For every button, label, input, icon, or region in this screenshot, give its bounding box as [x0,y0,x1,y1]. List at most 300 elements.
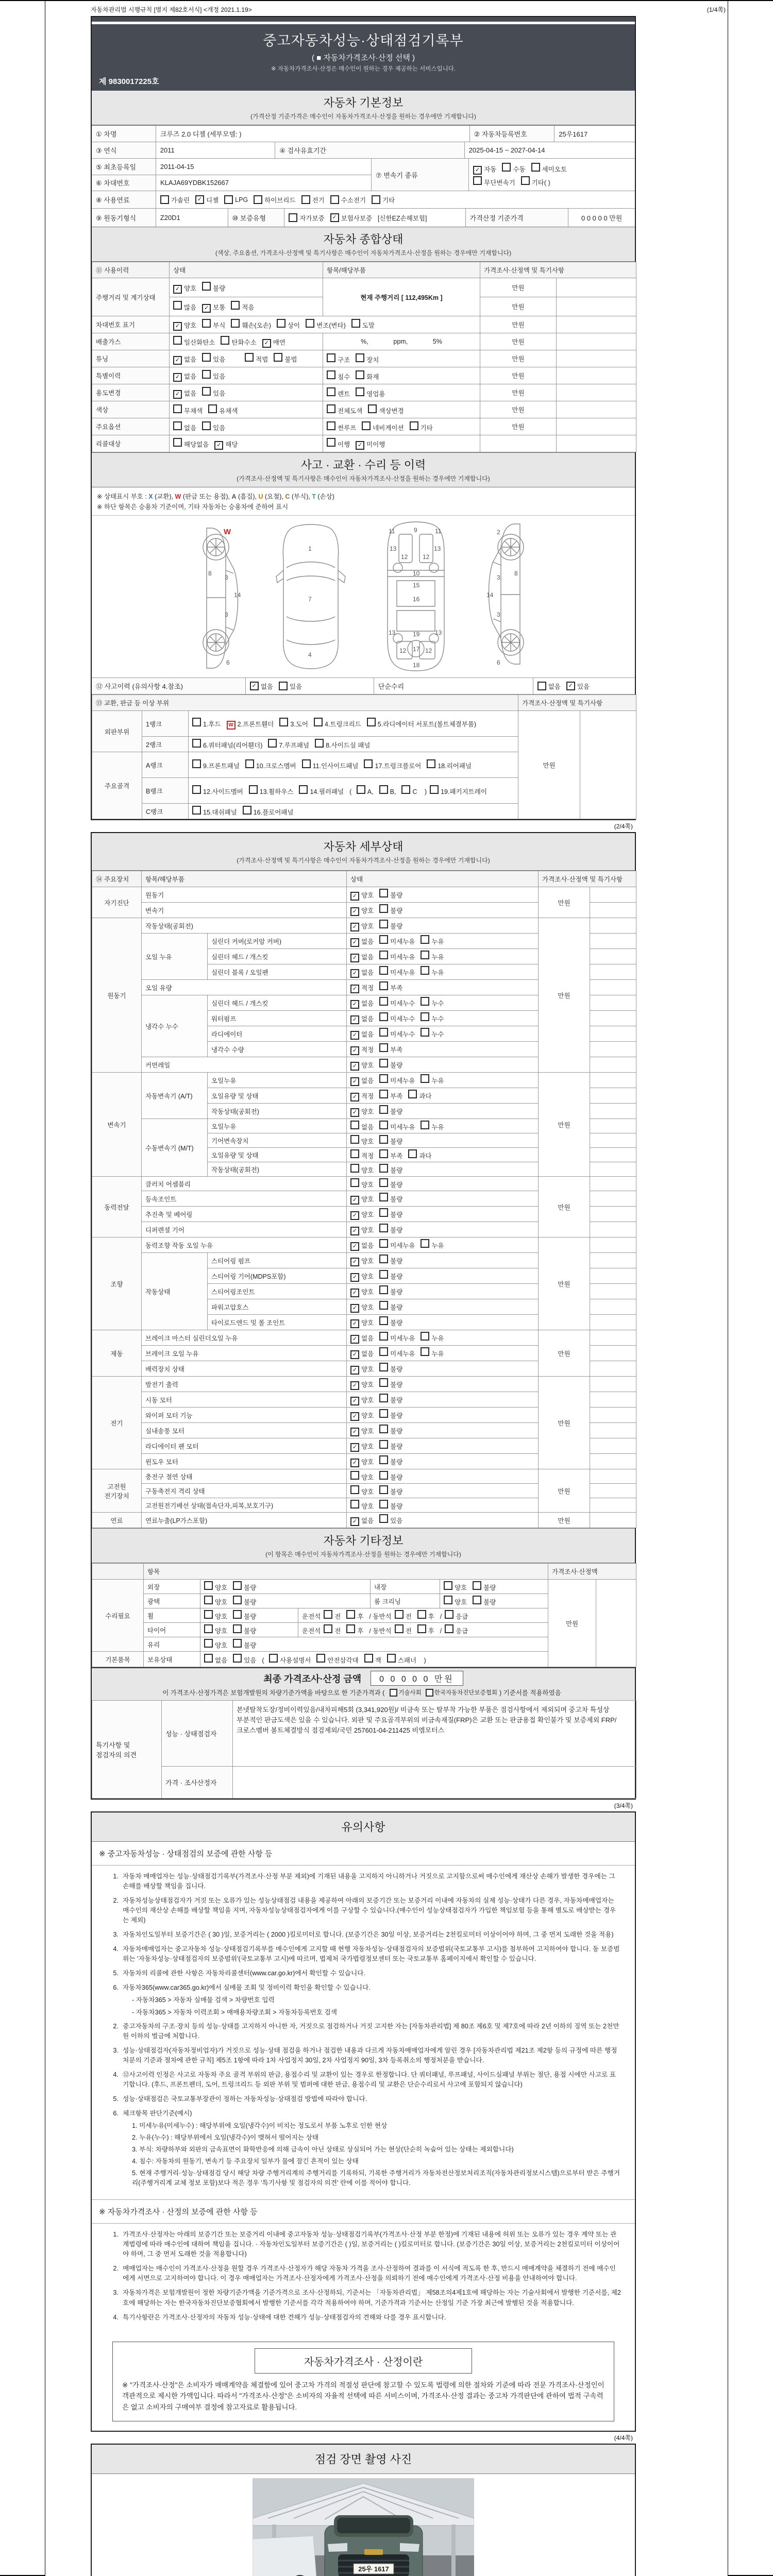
checkbox[interactable]: ✓ [214,441,223,450]
item-cell: 동력조향 작동 오일 누유 [142,1238,347,1253]
checkbox[interactable]: ✓ [350,1062,359,1071]
checkbox-label: 양호 [361,1289,374,1296]
checkbox[interactable] [192,759,201,768]
checkbox[interactable]: ✓ [350,1304,359,1313]
checkbox[interactable]: ✓ [250,682,259,690]
checkbox[interactable] [421,1012,429,1021]
checkbox[interactable] [444,1581,452,1590]
checkbox[interactable] [473,1581,481,1590]
checkbox[interactable]: ✓ [350,1443,359,1452]
checkbox[interactable]: ✓ [173,390,182,399]
checkbox-label: 불량 [390,1289,403,1296]
checkbox[interactable]: ✓ [350,1335,359,1344]
checkbox[interactable] [330,195,339,204]
checkbox[interactable]: ✓ [350,1227,359,1235]
checkbox[interactable] [350,1471,359,1480]
checkbox[interactable] [379,1471,388,1480]
checkbox[interactable]: ✓ [350,1242,359,1251]
checkbox[interactable] [233,1624,242,1633]
checkbox[interactable] [350,1164,359,1173]
checkbox[interactable] [379,920,388,928]
checkbox[interactable] [204,1610,213,1619]
checkbox[interactable] [173,336,182,345]
detail-col-status: 상태 [347,871,539,887]
note-cell [590,918,636,934]
checkbox[interactable]: ✓ [350,1319,359,1328]
checkbox[interactable] [379,997,388,1006]
checkbox[interactable] [421,1239,429,1248]
checkbox[interactable] [390,1689,397,1697]
notice-number: 4. [113,2313,119,2321]
checkbox[interactable] [202,353,211,362]
checkbox[interactable] [306,319,314,328]
checkbox[interactable] [231,301,240,310]
checkbox-label: 불량 [390,1428,403,1435]
checkbox[interactable]: ✓ [350,1000,359,1009]
checkbox[interactable] [379,1425,388,1433]
checkbox[interactable]: ✓ [350,1366,359,1375]
checkbox[interactable] [356,370,364,379]
item-cell: 파워고압호스 [208,1299,347,1315]
checkbox[interactable] [192,739,201,748]
checkbox[interactable] [379,1193,388,1201]
checkbox-label: 15.대쉬패널 [203,809,237,816]
exchange-note-cell [580,711,636,819]
text-segment: ) [422,1657,426,1664]
notice-number: 5. [113,2095,119,2103]
rankB-items [189,778,518,804]
checkbox[interactable]: ✓ [195,195,204,204]
checkbox[interactable] [379,1409,388,1418]
checkbox[interactable] [221,336,229,345]
checkbox[interactable] [173,438,182,447]
checkbox[interactable] [408,1090,417,1098]
checkbox[interactable] [327,438,335,447]
checkbox[interactable] [327,404,335,413]
checkbox[interactable]: ✓ [173,356,182,365]
checkbox[interactable] [379,1149,388,1158]
wheel-options [200,1608,298,1623]
simple-repair-label: 단순수리 [374,678,533,694]
checkbox-label: 전 [334,1628,341,1635]
checkbox[interactable] [356,387,364,396]
recall-parts [323,435,480,452]
exchange-price-header: 가격조사·산정액 및 특기사항 [518,695,636,711]
section-notices-header [92,1812,635,1842]
checkbox-label: 불량 [390,1108,403,1115]
checkbox[interactable] [410,421,418,430]
checkbox[interactable]: ✓ [173,285,182,294]
checkbox[interactable] [421,1074,429,1083]
checkbox[interactable] [364,759,373,768]
checkbox-label: 누유 [431,1124,444,1131]
checkbox[interactable] [379,1135,388,1144]
checkbox[interactable] [379,1378,388,1387]
checkbox[interactable] [502,163,511,172]
checkbox[interactable] [379,1332,388,1341]
checkbox[interactable] [379,1164,388,1173]
device-group-cell: 변속기 [92,1073,142,1177]
checkbox[interactable] [274,353,282,362]
checkbox[interactable] [379,1043,388,1052]
checkbox[interactable] [379,889,388,897]
checkbox[interactable] [204,1624,213,1633]
checkbox[interactable] [379,1500,388,1509]
checkbox[interactable] [379,1301,388,1310]
checkbox[interactable]: ✓ [350,1258,359,1266]
checkbox[interactable] [379,935,388,944]
checkbox[interactable] [421,951,429,959]
checkbox[interactable] [279,718,288,726]
notice-text: 중고자동차의 구조·장치 등의 성능·상태를 고지하지 아니한 자, 거짓으로 점검하거나 거짓 고지한 자는 [자동차관리법] 제 80조 제6호 및 제7호에 따라 2년 이하의 징역 또는 2천만원 이하의 벌금에 처합니다. [123,2022,619,2040]
notices-sec2-list [92,2224,635,2334]
checkbox[interactable] [233,1654,242,1663]
notice-text: 가격조사·산정자는 아래의 보증기간 또는 보증거리 이내에 중고자동차 성능·상태점검기록부(가격조사·산정 부분 한정)에 기재된 내용에 허위 또는 오류가 있는 경우 계약 또는 관계법령에 따라 매수인에 대하여 책임을 집니다. · 자동차인도일부터 보증기간은 ( )일, 보증거리는 ( )킬로미터로 합니다. (보증기간은 30일 이상, 보증거리는 2천킬로미터 이상이어야 하며, 그 중 먼저 도래한 것을 적용합니다) [123,2231,620,2258]
checkbox[interactable] [279,682,288,690]
notice-text: 자동차365(www.car365.go.kr)에서 실매물 조회 및 정비이력 확인을 확인할 수 있습니다. [123,1984,371,1992]
status-cell [347,1119,539,1133]
checkbox[interactable] [327,370,335,379]
checkbox-label: 기술사회 [398,1690,422,1696]
checkbox[interactable] [379,1105,388,1114]
svg-text:17: 17 [413,646,420,653]
checkbox-label: 누유 [431,1335,444,1342]
checkbox[interactable] [302,759,311,768]
checkbox-label: 양호 [361,1304,374,1311]
checkbox[interactable]: ✓ [350,1412,359,1421]
checkbox[interactable] [277,319,285,328]
checkbox[interactable]: ✓ [350,1211,359,1220]
checkbox[interactable] [379,1074,388,1083]
legend-prefix: ※ 상태표시 부호 : [97,493,149,500]
rankA-label: A랭크 [142,752,189,778]
checkbox[interactable]: ✓ [350,1015,359,1024]
checkbox[interactable] [421,997,429,1006]
checkbox[interactable] [204,1596,213,1604]
checkbox[interactable]: ✓ [350,1459,359,1467]
item-cell: 커먼레일 [142,1057,347,1073]
detail-col-device: ⑭ 주요장치 [92,871,142,887]
checkbox[interactable] [289,213,297,222]
checkbox[interactable] [427,759,435,768]
checkbox[interactable] [379,1363,388,1371]
checkbox[interactable] [379,1316,388,1325]
checkbox[interactable] [379,1121,388,1129]
checkbox-label: 미세누수 [390,1031,415,1038]
checkbox-label: 16.플로어패널 [253,809,294,816]
checkbox[interactable] [421,1347,429,1356]
checkbox-label: 가솔린 [171,196,190,204]
note-cell [590,1392,636,1408]
checkbox[interactable] [233,1596,242,1604]
checkbox[interactable] [350,1149,359,1158]
checkbox[interactable] [350,1121,359,1129]
checkbox[interactable] [444,1596,452,1604]
checkbox[interactable] [245,353,254,362]
status-cell [347,1498,539,1513]
note-cell [557,418,636,435]
status-cell [347,1162,539,1177]
checkbox-label: 있음 [213,355,226,363]
svg-text:12: 12 [425,647,432,654]
checkbox[interactable] [417,1610,426,1619]
checkbox[interactable] [254,195,262,204]
checkbox[interactable] [379,1394,388,1402]
checkbox[interactable] [379,1285,388,1294]
checkbox[interactable] [395,1610,404,1619]
checkbox-label: 사용설명서 [279,1657,311,1664]
checkbox[interactable]: ✓ [566,682,575,690]
checkbox[interactable] [379,785,388,794]
checkbox[interactable] [430,785,439,794]
checkbox[interactable] [324,1624,332,1633]
checkbox[interactable]: ✓ [350,1273,359,1282]
notice-item [105,2230,621,2259]
note-cell [590,1484,636,1498]
checkbox[interactable] [537,682,546,690]
checkbox[interactable] [173,404,182,413]
checkbox[interactable] [357,785,365,794]
checkbox[interactable] [269,1654,278,1663]
checkbox[interactable] [379,1485,388,1494]
checkbox-label: 양호 [361,1273,374,1280]
checkbox[interactable]: ✓ [350,1077,359,1086]
checkbox[interactable] [379,1455,388,1464]
checkbox[interactable] [314,718,323,726]
checkbox[interactable] [379,951,388,959]
checkbox[interactable] [379,1208,388,1217]
checkbox-label: 렌트 [338,390,350,398]
checkbox[interactable] [364,1654,373,1663]
checkbox[interactable] [421,1028,429,1037]
checkbox-label: 도말 [362,321,375,329]
checkbox[interactable] [231,319,240,328]
checkbox-label: 누유 [431,969,444,976]
svg-text:3: 3 [497,611,500,618]
checkbox[interactable]: ✓ [350,1108,359,1117]
checkbox[interactable]: ✓ [350,954,359,962]
checkbox[interactable] [233,1639,242,1648]
svg-text:8: 8 [208,570,212,577]
checkbox[interactable] [421,1332,429,1341]
main-options-parts [323,418,480,435]
checkbox[interactable] [473,1596,481,1604]
checkbox-label: 없음 [361,954,374,961]
checkbox[interactable] [346,1610,355,1619]
checkbox[interactable] [395,1624,404,1633]
checkbox[interactable] [202,282,211,291]
checkbox[interactable]: ✓ [350,1031,359,1040]
status-cell [347,1104,539,1119]
checkbox[interactable]: ✓ [356,441,364,450]
inspector-opinion-text: 본넷탈착도장/정비이력있음/내차피해5회 (3,341,920원)/ 비금속 또는 탈부착 가능한 부품은 점검사항에서 제외되며 중고차 특성상 부분적인 판금도색은 있을 수 있습니다. 외판 및 주요골격부위의 비금속재질(FRP)은 교환 또는 판금용접 확인불가 및 보증제외 FRP/크로스멤버 볼트체결방식 점검제외/국민 257601-04-211425 비엠모터스 [233,1701,636,1767]
note-cell [590,1177,636,1191]
checkbox[interactable] [379,1270,388,1279]
final-price-basis [92,1688,635,1697]
checkbox[interactable] [327,353,335,362]
checkbox[interactable] [350,1500,359,1509]
checkbox[interactable] [202,387,211,396]
checkbox[interactable] [379,1178,388,1187]
checkbox[interactable] [417,1624,426,1633]
checkbox[interactable] [233,1610,242,1619]
checkbox[interactable] [173,421,182,430]
checkbox-label: 자가보증 [299,214,325,222]
checkbox[interactable] [324,1610,332,1619]
checkbox[interactable] [233,1581,242,1590]
checkbox-label: 양호 [361,1062,374,1069]
status-cell [347,1191,539,1207]
checkbox[interactable] [346,1624,355,1633]
emission-options [170,333,323,350]
checkbox-label: 불량 [244,1599,257,1606]
checkbox[interactable] [299,785,308,794]
checkbox[interactable] [368,404,377,413]
checkbox[interactable] [401,785,410,794]
checkbox-label: 불량 [390,923,403,930]
checkbox[interactable]: ✓ [350,1350,359,1359]
notice-number: 6. [113,1984,119,1992]
field-value-vin: KLAJA69YDBK152667 [156,175,372,191]
checkbox[interactable]: ✓ [350,923,359,931]
checkbox[interactable] [301,195,310,204]
repair-mark-w-checkbox[interactable]: W [227,721,236,730]
svg-text:12: 12 [423,553,430,561]
checkbox[interactable]: ✓ [350,1046,359,1055]
checkbox-label: 양호 [361,1258,374,1265]
checkbox[interactable] [350,1485,359,1494]
checkbox[interactable] [379,966,388,975]
checkbox[interactable] [372,195,380,204]
checkbox[interactable]: ✓ [350,1093,359,1101]
checkbox[interactable] [421,1121,429,1129]
checkbox[interactable] [367,718,376,726]
other-price-cell: 만원 [548,1580,596,1667]
checkbox[interactable] [243,806,251,815]
checkbox[interactable] [224,195,233,204]
checkbox[interactable] [160,195,169,204]
checkbox-label: 양호 [361,1488,374,1496]
status-cell [347,1346,539,1361]
checkbox[interactable] [379,1224,388,1232]
checkbox[interactable]: ✓ [173,373,182,382]
checkbox[interactable]: ✓ [350,1428,359,1436]
checkbox[interactable] [202,370,211,379]
svg-text:11: 11 [389,528,395,535]
checkbox[interactable] [202,319,211,328]
checkbox[interactable] [379,1255,388,1263]
checkbox[interactable] [208,404,217,413]
checkbox[interactable] [249,785,258,794]
checkbox[interactable] [204,1581,213,1590]
item-cell: 냉각수 수량 [208,1042,347,1057]
checkbox[interactable]: ✓ [350,1196,359,1205]
checkbox[interactable]: ✓ [350,938,359,947]
note-cell [590,1011,636,1026]
checkbox[interactable] [445,1610,453,1619]
checkbox[interactable] [315,739,324,748]
checkbox[interactable] [379,1440,388,1449]
checkbox-label: 7.루프패널 [279,742,310,749]
checkbox[interactable] [327,387,335,396]
checkbox[interactable] [421,966,429,975]
checkbox[interactable] [379,904,388,913]
checkbox[interactable] [204,1654,213,1663]
checkbox[interactable] [379,1239,388,1248]
checkbox[interactable] [350,1135,359,1144]
checkbox-label: 부족 [390,1153,403,1160]
checkbox[interactable]: ✓ [202,304,211,313]
svg-text:13: 13 [435,629,442,636]
checkbox[interactable]: ✓ [262,339,271,348]
checkbox[interactable]: ✓ [350,907,359,916]
item-cell: 타이로드엔드 및 볼 조인트 [208,1315,347,1330]
checkbox[interactable] [426,1689,433,1697]
checkbox[interactable] [379,1012,388,1021]
checkbox[interactable]: ✓ [350,985,359,993]
checkbox[interactable] [379,1514,388,1523]
checkbox[interactable] [387,1654,396,1663]
checkbox[interactable] [316,1654,325,1663]
checkbox[interactable] [268,739,277,748]
checkbox[interactable] [379,1347,388,1356]
checkbox[interactable] [379,1090,388,1098]
checkbox[interactable] [245,759,254,768]
checkbox[interactable] [379,1028,388,1037]
checkbox[interactable] [362,421,371,430]
note-cell [590,1346,636,1361]
checkbox[interactable] [521,176,530,185]
checkbox[interactable]: ✓ [350,892,359,901]
checkbox[interactable]: ✓ [173,322,182,331]
checkbox[interactable] [531,163,540,172]
checkbox[interactable]: ✓ [473,166,482,175]
checkbox[interactable] [350,1178,359,1187]
checkbox[interactable] [192,785,201,794]
checkbox[interactable] [192,806,201,815]
checkbox[interactable] [379,1059,388,1067]
checkbox[interactable]: ✓ [330,213,339,222]
checkbox[interactable] [202,421,211,430]
checkbox[interactable]: ✓ [350,969,359,978]
checkbox[interactable] [192,718,201,726]
checkbox[interactable] [421,935,429,944]
checkbox[interactable]: ✓ [350,1397,359,1405]
price-cell: 만원 [539,1469,590,1513]
form-regulation-label: 자동차관리법 시행규칙 [별지 제82호서식] <개정 2021.1.19> [91,6,252,13]
checkbox[interactable] [408,1149,417,1158]
checkbox[interactable] [445,1624,453,1633]
checkbox-label: 없음 [548,683,561,690]
checkbox[interactable]: ✓ [350,1517,359,1526]
checkbox-label: 기타 [382,196,395,204]
checkbox[interactable] [173,301,182,310]
notice-number: 3. [113,2289,119,2297]
checkbox[interactable] [356,353,364,362]
checkbox[interactable] [204,1639,213,1648]
checkbox[interactable] [473,176,482,185]
checkbox[interactable] [351,319,360,328]
checkbox[interactable] [327,421,335,430]
status-cell [347,1011,539,1026]
overall-col-parts: 항목/해당부품 [323,262,480,278]
car-diagram-underbody [367,519,465,673]
checkbox-label: 불량 [390,1304,403,1311]
checkbox[interactable] [379,981,388,990]
checkbox[interactable]: ✓ [350,1381,359,1390]
checkbox-label: 있음 [213,424,226,432]
checkbox[interactable]: ✓ [350,1289,359,1297]
